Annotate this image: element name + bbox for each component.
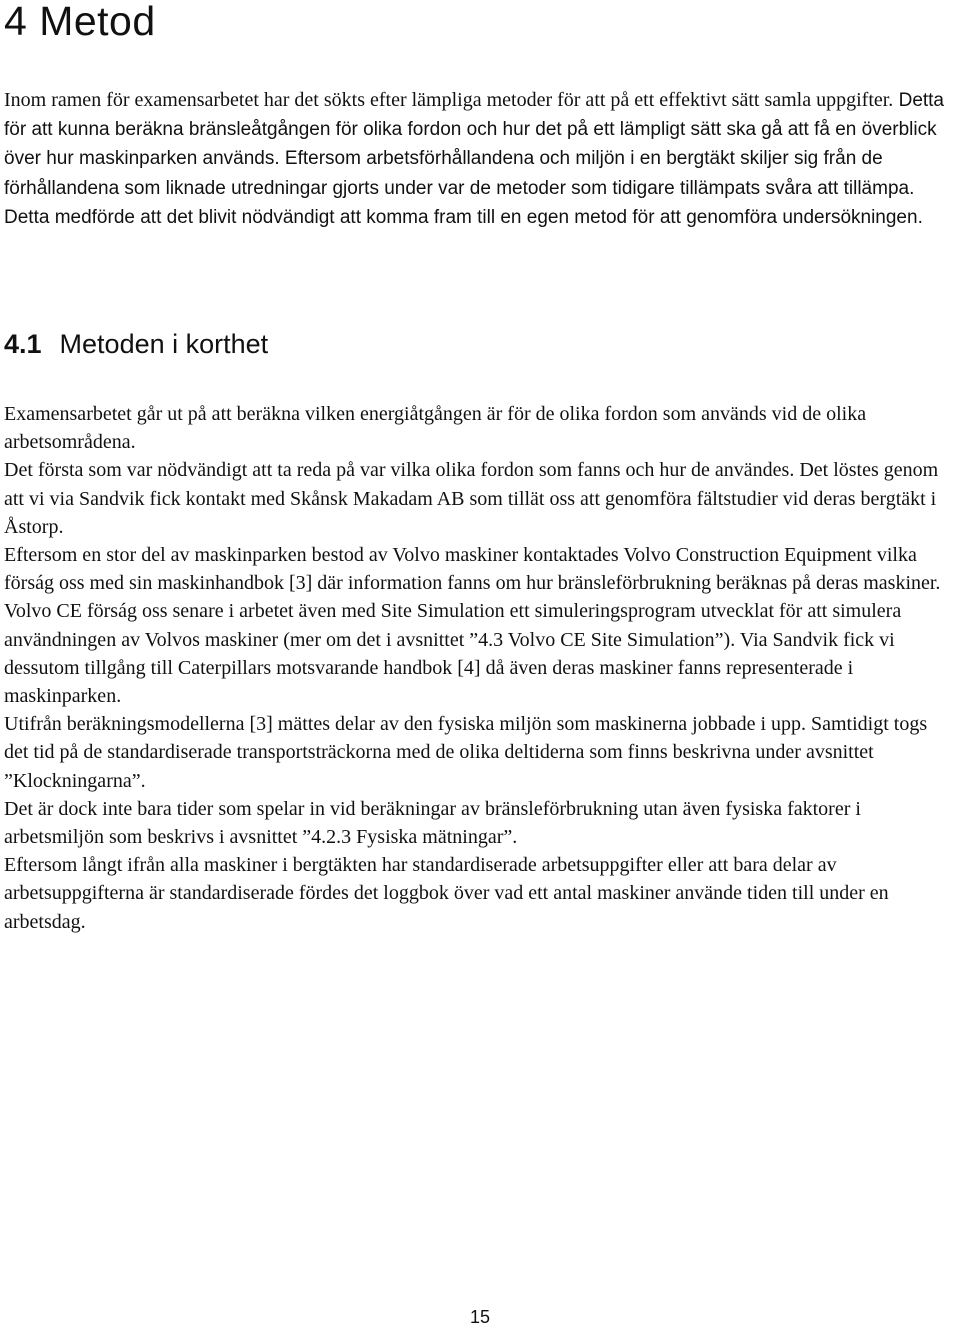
- section-body: [4, 400, 956, 936]
- section-number: 4.1: [4, 329, 42, 359]
- intro-text-sans: Detta för att kunna beräkna bränsleåtgången för olika fordon och hur det på ett lämpligt sätt ska gå att få en överblick över hur maskinparken används. Eftersom arbetsförhållandena och miljön i en bergtäkt skiljer sig från de förhållandena som liknade utredningar gjorts under var de metoder som tidigare tillämpats svåra att tillämpa. Detta medförde att det blivit nödvändigt att komma fram till en egen metod för att genomföra undersökningen.: [4, 90, 945, 228]
- body-paragraph: Examensarbetet går ut på att beräkna vilken energiåtgången är för de olika fordon som används vid de olika arbetsområdena.: [4, 403, 867, 454]
- section-title: Metoden i korthet: [59, 329, 269, 359]
- body-paragraph: Utifrån beräkningsmodellerna [3] mättes delar av den fysiska miljön som maskinerna jobbade i upp. Samtidigt togs det tid på de standardiserade transportsträckorna med de olika deltiderna som finns beskrivna under avsnittet ”Klockningarna”.: [4, 713, 928, 792]
- body-paragraph: Eftersom en stor del av maskinparken bestod av Volvo maskiner kontaktades Volvo Construction Equipment vilka förság oss med sin maskinhandbok [3] där information fanns om hur bränsleförbrukning beräknas på deras maskiner. Volvo CE förság oss senare i arbetet även med Site Simulation ett simuleringsprogram utvecklat för att simulera användningen av Volvos maskiner (mer om det i avsnittet ”4.3 Volvo CE Site Simulation”). Via Sandvik fick vi dessutom tillgång till Caterpillars motsvarande handbok [4] då även deras maskiner fanns representerade i maskinparken.: [4, 544, 941, 708]
- intro-paragraph: [4, 86, 956, 232]
- intro-text-serif: Inom ramen för examensarbetet har det sökts efter lämpliga metoder för att på ett effektivt sätt samla uppgifter.: [4, 89, 894, 111]
- page-number: 15: [469, 1307, 491, 1327]
- body-paragraph: Eftersom långt ifrån alla maskiner i bergtäkten har standardiserade arbetsuppgifter eller att bara delar av arbetsuppgifterna är standardiserade fördes det loggbok över vad ett antal maskiner använde tiden till under en arbetsdag.: [4, 854, 889, 933]
- body-paragraph: Det är dock inte bara tider som spelar in vid beräkningar av bränsleförbrukning utan även fysiska faktorer i arbetsmiljön som beskrivs i avsnittet ”4.2.3 Fysiska mätningar”.: [4, 797, 861, 849]
- chapter-heading: 4 Metod: [4, 0, 156, 44]
- body-paragraph: Det första som var nödvändigt att ta reda på var vilka olika fordon som fanns och hur de användes. Det löstes genom att vi via Sandvik fick kontakt med Skånsk Makadam AB som tillät oss att genomföra fältstudier vid deras bergtäkt i Åstorp.: [4, 459, 939, 538]
- section-heading: [4, 326, 268, 362]
